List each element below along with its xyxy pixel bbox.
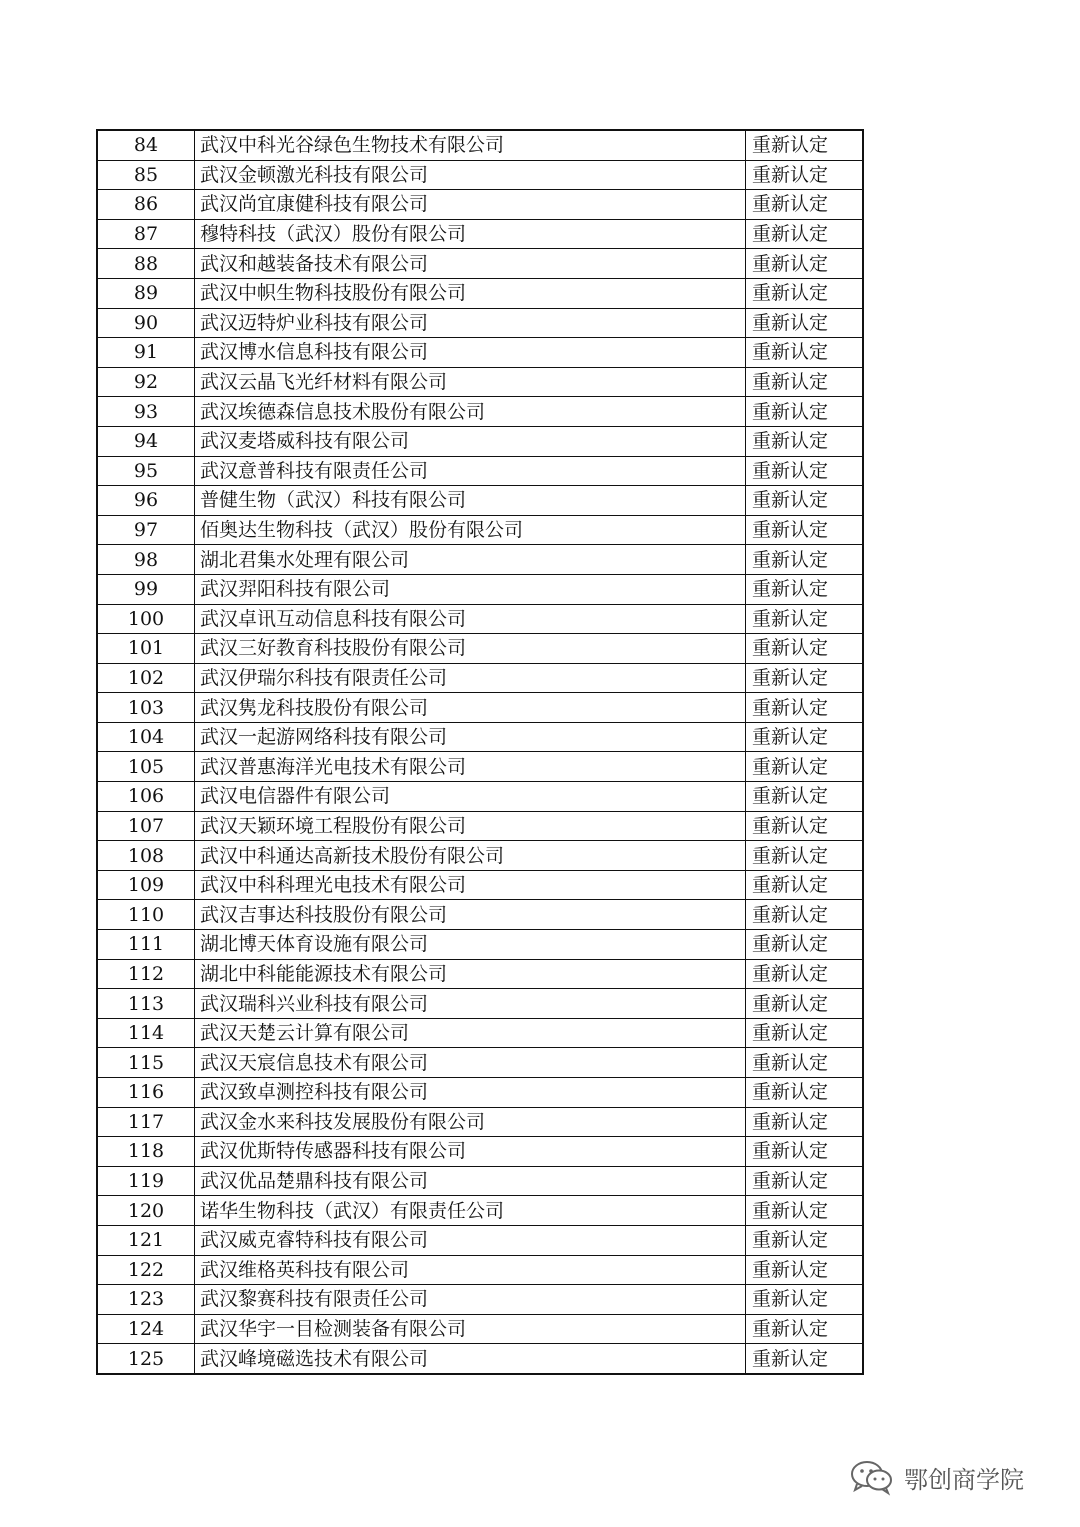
certification-type: 重新认定 bbox=[746, 930, 864, 960]
table-row bbox=[97, 574, 863, 604]
certification-type: 重新认定 bbox=[746, 426, 864, 456]
company-name: 佰奥达生物科技（武汉）股份有限公司 bbox=[195, 515, 746, 545]
company-name: 武汉普惠海洋光电技术有限公司 bbox=[195, 752, 746, 782]
company-name: 湖北君集水处理有限公司 bbox=[195, 545, 746, 575]
certification-type: 重新认定 bbox=[746, 1225, 864, 1255]
row-number: 95 bbox=[97, 456, 195, 486]
row-number: 114 bbox=[97, 1018, 195, 1048]
company-name: 武汉和越装备技术有限公司 bbox=[195, 249, 746, 279]
row-number: 87 bbox=[97, 219, 195, 249]
company-name: 武汉峰境磁选技术有限公司 bbox=[195, 1344, 746, 1374]
certification-type: 重新认定 bbox=[746, 841, 864, 871]
table-row bbox=[97, 1196, 863, 1226]
company-name: 武汉金顿激光科技有限公司 bbox=[195, 160, 746, 190]
certification-type: 重新认定 bbox=[746, 1107, 864, 1137]
certification-type: 重新认定 bbox=[746, 545, 864, 575]
row-number: 94 bbox=[97, 426, 195, 456]
table-row bbox=[97, 989, 863, 1019]
company-name: 穆特科技（武汉）股份有限公司 bbox=[195, 219, 746, 249]
row-number: 92 bbox=[97, 367, 195, 397]
company-name: 武汉华宇一目检测装备有限公司 bbox=[195, 1314, 746, 1344]
certification-type: 重新认定 bbox=[746, 1344, 864, 1374]
certification-type: 重新认定 bbox=[746, 900, 864, 930]
certification-type: 重新认定 bbox=[746, 456, 864, 486]
certification-type: 重新认定 bbox=[746, 1018, 864, 1048]
company-name: 武汉博水信息科技有限公司 bbox=[195, 338, 746, 368]
row-number: 91 bbox=[97, 338, 195, 368]
certification-type: 重新认定 bbox=[746, 278, 864, 308]
company-name: 武汉电信器件有限公司 bbox=[195, 782, 746, 812]
table-row bbox=[97, 811, 863, 841]
table-row bbox=[97, 1018, 863, 1048]
row-number: 102 bbox=[97, 663, 195, 693]
company-name: 武汉尚宜康健科技有限公司 bbox=[195, 190, 746, 220]
company-name: 武汉中科科理光电技术有限公司 bbox=[195, 870, 746, 900]
certification-type: 重新认定 bbox=[746, 219, 864, 249]
table-row bbox=[97, 959, 863, 989]
row-number: 88 bbox=[97, 249, 195, 279]
row-number: 103 bbox=[97, 693, 195, 723]
table-row bbox=[97, 604, 863, 634]
company-name: 武汉云晶飞光纤材料有限公司 bbox=[195, 367, 746, 397]
row-number: 96 bbox=[97, 486, 195, 516]
table-row bbox=[97, 486, 863, 516]
row-number: 97 bbox=[97, 515, 195, 545]
table-row bbox=[97, 900, 863, 930]
company-name: 武汉天楚云计算有限公司 bbox=[195, 1018, 746, 1048]
company-name: 诺华生物科技（武汉）有限责任公司 bbox=[195, 1196, 746, 1226]
company-name: 武汉三好教育科技股份有限公司 bbox=[195, 634, 746, 664]
company-name: 武汉隽龙科技股份有限公司 bbox=[195, 693, 746, 723]
certification-type: 重新认定 bbox=[746, 1137, 864, 1167]
table-row bbox=[97, 722, 863, 752]
table-row bbox=[97, 426, 863, 456]
table-row bbox=[97, 397, 863, 427]
row-number: 99 bbox=[97, 574, 195, 604]
table-row bbox=[97, 545, 863, 575]
certification-type: 重新认定 bbox=[746, 870, 864, 900]
company-name: 武汉中帜生物科技股份有限公司 bbox=[195, 278, 746, 308]
row-number: 106 bbox=[97, 782, 195, 812]
row-number: 113 bbox=[97, 989, 195, 1019]
table-row bbox=[97, 1314, 863, 1344]
company-table bbox=[96, 129, 864, 1375]
table-row bbox=[97, 752, 863, 782]
company-name: 武汉一起游网络科技有限公司 bbox=[195, 722, 746, 752]
row-number: 85 bbox=[97, 160, 195, 190]
row-number: 116 bbox=[97, 1078, 195, 1108]
row-number: 104 bbox=[97, 722, 195, 752]
certification-type: 重新认定 bbox=[746, 190, 864, 220]
company-name: 武汉意普科技有限责任公司 bbox=[195, 456, 746, 486]
certification-type: 重新认定 bbox=[746, 397, 864, 427]
certification-type: 重新认定 bbox=[746, 722, 864, 752]
certification-type: 重新认定 bbox=[746, 574, 864, 604]
company-name: 武汉维格英科技有限公司 bbox=[195, 1255, 746, 1285]
row-number: 100 bbox=[97, 604, 195, 634]
table-row bbox=[97, 160, 863, 190]
certification-type: 重新认定 bbox=[746, 663, 864, 693]
table-row bbox=[97, 870, 863, 900]
row-number: 124 bbox=[97, 1314, 195, 1344]
certification-type: 重新认定 bbox=[746, 1255, 864, 1285]
row-number: 111 bbox=[97, 930, 195, 960]
row-number: 117 bbox=[97, 1107, 195, 1137]
row-number: 123 bbox=[97, 1285, 195, 1315]
row-number: 120 bbox=[97, 1196, 195, 1226]
company-name: 武汉黎赛科技有限责任公司 bbox=[195, 1285, 746, 1315]
company-name: 武汉瑞科兴业科技有限公司 bbox=[195, 989, 746, 1019]
company-name: 武汉羿阳科技有限公司 bbox=[195, 574, 746, 604]
table-row bbox=[97, 634, 863, 664]
certification-type: 重新认定 bbox=[746, 1078, 864, 1108]
certification-type: 重新认定 bbox=[746, 752, 864, 782]
table-row bbox=[97, 782, 863, 812]
table-row bbox=[97, 1166, 863, 1196]
certification-type: 重新认定 bbox=[746, 1285, 864, 1315]
table-row bbox=[97, 1048, 863, 1078]
table-row bbox=[97, 219, 863, 249]
row-number: 118 bbox=[97, 1137, 195, 1167]
row-number: 122 bbox=[97, 1255, 195, 1285]
certification-type: 重新认定 bbox=[746, 634, 864, 664]
table-row bbox=[97, 1078, 863, 1108]
certification-type: 重新认定 bbox=[746, 693, 864, 723]
certification-type: 重新认定 bbox=[746, 160, 864, 190]
row-number: 84 bbox=[97, 130, 195, 160]
certification-type: 重新认定 bbox=[746, 338, 864, 368]
table-row bbox=[97, 367, 863, 397]
certification-type: 重新认定 bbox=[746, 1048, 864, 1078]
table-row bbox=[97, 693, 863, 723]
table-row bbox=[97, 1255, 863, 1285]
company-name: 武汉吉事达科技股份有限公司 bbox=[195, 900, 746, 930]
row-number: 121 bbox=[97, 1225, 195, 1255]
table-row bbox=[97, 130, 863, 160]
certification-type: 重新认定 bbox=[746, 1314, 864, 1344]
row-number: 98 bbox=[97, 545, 195, 575]
table-row bbox=[97, 308, 863, 338]
watermark-text: 鄂创商学院 bbox=[904, 1465, 1024, 1494]
company-name: 武汉优品楚鼎科技有限公司 bbox=[195, 1166, 746, 1196]
row-number: 86 bbox=[97, 190, 195, 220]
table-row bbox=[97, 841, 863, 871]
table-row bbox=[97, 515, 863, 545]
table-row bbox=[97, 190, 863, 220]
certification-type: 重新认定 bbox=[746, 604, 864, 634]
company-name: 湖北博天体育设施有限公司 bbox=[195, 930, 746, 960]
company-name: 武汉中科通达高新技术股份有限公司 bbox=[195, 841, 746, 871]
certification-type: 重新认定 bbox=[746, 1196, 864, 1226]
table-row bbox=[97, 1344, 863, 1374]
company-name: 武汉金水来科技发展股份有限公司 bbox=[195, 1107, 746, 1137]
company-name: 湖北中科能能源技术有限公司 bbox=[195, 959, 746, 989]
certification-type: 重新认定 bbox=[746, 1166, 864, 1196]
company-name: 武汉威克睿特科技有限公司 bbox=[195, 1225, 746, 1255]
company-name: 武汉天颖环境工程股份有限公司 bbox=[195, 811, 746, 841]
table-row bbox=[97, 1137, 863, 1167]
table-row bbox=[97, 456, 863, 486]
row-number: 112 bbox=[97, 959, 195, 989]
table-row bbox=[97, 338, 863, 368]
row-number: 89 bbox=[97, 278, 195, 308]
wechat-icon bbox=[848, 1458, 896, 1496]
table-row bbox=[97, 663, 863, 693]
company-name: 武汉迈特炉业科技有限公司 bbox=[195, 308, 746, 338]
certification-type: 重新认定 bbox=[746, 989, 864, 1019]
certification-type: 重新认定 bbox=[746, 130, 864, 160]
table-row bbox=[97, 249, 863, 279]
row-number: 93 bbox=[97, 397, 195, 427]
table-row bbox=[97, 1225, 863, 1255]
row-number: 108 bbox=[97, 841, 195, 871]
company-name: 普健生物（武汉）科技有限公司 bbox=[195, 486, 746, 516]
certification-type: 重新认定 bbox=[746, 486, 864, 516]
company-name: 武汉埃德森信息技术股份有限公司 bbox=[195, 397, 746, 427]
company-name: 武汉致卓测控科技有限公司 bbox=[195, 1078, 746, 1108]
row-number: 105 bbox=[97, 752, 195, 782]
table-row bbox=[97, 1285, 863, 1315]
company-name: 武汉中科光谷绿色生物技术有限公司 bbox=[195, 130, 746, 160]
row-number: 101 bbox=[97, 634, 195, 664]
row-number: 115 bbox=[97, 1048, 195, 1078]
row-number: 90 bbox=[97, 308, 195, 338]
row-number: 107 bbox=[97, 811, 195, 841]
certification-type: 重新认定 bbox=[746, 308, 864, 338]
company-name: 武汉麦塔威科技有限公司 bbox=[195, 426, 746, 456]
company-name: 武汉天宸信息技术有限公司 bbox=[195, 1048, 746, 1078]
table-row bbox=[97, 1107, 863, 1137]
company-table-body bbox=[97, 130, 863, 1374]
certification-type: 重新认定 bbox=[746, 959, 864, 989]
certification-type: 重新认定 bbox=[746, 515, 864, 545]
row-number: 109 bbox=[97, 870, 195, 900]
company-name: 武汉伊瑞尔科技有限责任公司 bbox=[195, 663, 746, 693]
company-name: 武汉优斯特传感器科技有限公司 bbox=[195, 1137, 746, 1167]
certification-type: 重新认定 bbox=[746, 249, 864, 279]
row-number: 119 bbox=[97, 1166, 195, 1196]
table-row bbox=[97, 930, 863, 960]
certification-type: 重新认定 bbox=[746, 811, 864, 841]
table-row bbox=[97, 278, 863, 308]
certification-type: 重新认定 bbox=[746, 782, 864, 812]
certification-type: 重新认定 bbox=[746, 367, 864, 397]
company-name: 武汉卓讯互动信息科技有限公司 bbox=[195, 604, 746, 634]
watermark bbox=[848, 1458, 1024, 1496]
row-number: 110 bbox=[97, 900, 195, 930]
row-number: 125 bbox=[97, 1344, 195, 1374]
